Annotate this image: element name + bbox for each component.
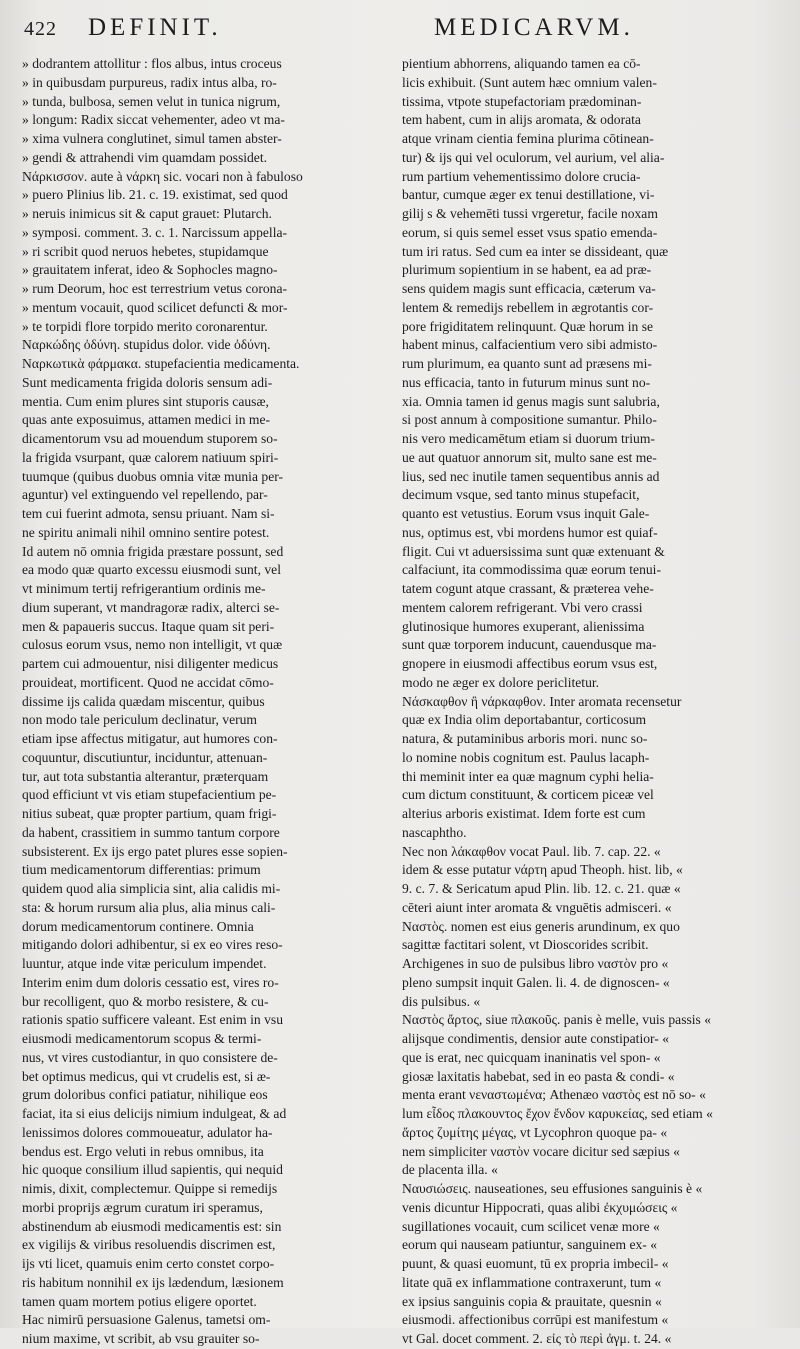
text-line: Id autem nō omnia frigida præstare possunt, sed	[22, 543, 284, 559]
text-line: dissime ijs calida quædam miscentur, quibus	[22, 693, 265, 709]
text-line: eorum, si quis semel esset vsus spatio emenda-	[402, 224, 658, 240]
text-line: Ναρκώδης ὀδύνη. stupidus dolor. vide ὀδύνη.	[22, 337, 271, 353]
text-line: xia. Omnia tamen id genus magis sunt salubria,	[402, 393, 660, 409]
text-line: » gendi & attrahendi vim quamdam possidet.	[22, 149, 268, 165]
text-line: giosæ laxitatis habebat, sed in eo pasta & condi- «	[402, 1068, 675, 1084]
text-line: dorum medicamentorum continere. Omnia	[22, 918, 254, 934]
text-line: faciat, ita si eius delicijs nimium indulgeat, & ad	[22, 1106, 287, 1121]
text-line: lenissimos dolores commoueatur, adulator ha-	[22, 1124, 273, 1140]
text-line: partem cui admouentur, nisi diligenter medicus	[22, 656, 279, 671]
text-line: mitigando dolori adhibentur, si ex eo vires reso-	[22, 937, 283, 953]
text-line: eiusmodi medicamentorum scopus & termi-	[22, 1031, 262, 1046]
text-line: prouideat, mortificent. Quod ne accidat cōmo-	[22, 674, 274, 690]
text-line: litate quā ex inflammatione contraxerunt, tum «	[402, 1274, 662, 1290]
text-line: tur, aut tota substantia alterantur, præterquam	[22, 768, 269, 784]
text-line: quæ ex India olim deportabantur, corticosum	[402, 712, 647, 728]
text-line: » in quibusdam purpureus, radix intus alba, ro-	[22, 74, 277, 90]
text-line: Sunt medicamenta frigida doloris sensum adi-	[22, 374, 273, 390]
text-line: ex ipsius sanguinis copia & prauitate, quesnin «	[402, 1293, 662, 1309]
text-line: vt Gal. docet comment. 2. εἰς τὸ περὶ ἀγμ. t. 24. «	[402, 1331, 672, 1346]
text-line: ea modo quæ quarto excessu eiusmodi sunt, vel	[22, 562, 281, 578]
text-line: tuumque (quibus duobus omnia vitæ munia per-	[22, 468, 284, 484]
text-line: nitius subeat, quæ propter partium, quam frigi-	[22, 806, 277, 821]
text-line: coquuntur, discutiuntur, inciduntur, attenuan-	[22, 749, 268, 765]
text-line: culosus eorum vsus, nemo non intelligit, vt quæ	[22, 637, 283, 653]
text-line: puunt, & quasi euomunt, tū ex propria imbecil- «	[402, 1256, 669, 1271]
text-line: de placenta illa. «	[402, 1162, 498, 1178]
text-line: lo nomine nobis cognitum est. Paulus lacaph-	[402, 749, 650, 765]
text-line: cēteri aiunt inter aromata & vnguētis admisceri. «	[402, 899, 672, 915]
text-line: Ναστὸς ἄρτος, siue πλακοῦς. panis è melle, vuis passis «	[402, 1012, 712, 1028]
text-line: Ναστὸς. nomen est eius generis arundinum, ex quo	[402, 918, 680, 934]
text-line: » symposi. comment. 3. c. 1. Narcissum appella-	[22, 224, 288, 240]
text-line: gnopere in eiusmodi affectibus eorum vsus est,	[402, 656, 658, 671]
text-line: tum iri ratus. Sed cum ea inter se dissideant, quæ	[402, 243, 669, 259]
text-line: Νάσκαφθον ἢ νάρκαφθον. Inter aromata recensetur	[402, 693, 682, 709]
text-line: men & papaueris succus. Itaque quam sit peri-	[22, 618, 275, 634]
text-line: gilij s & vehemēti tussi vrgeretur, facile noxam	[402, 206, 658, 221]
text-line: bendus est. Ergo veluti in rebus omnibus, ita	[22, 1143, 264, 1159]
text-line: quanto est vetustius. Eorum vsus inquit Gale-	[402, 506, 650, 521]
text-line: habent minus, calfacientium vero sibi admisto-	[402, 337, 658, 353]
text-line: calfaciunt, ita commodissima quæ eorum tenui-	[402, 562, 661, 578]
text-line: nus, vt vires custodiantur, in quo consistere de-	[22, 1049, 278, 1065]
text-line: non modo tale periculum declinatur, verum	[22, 712, 258, 728]
text-line: » mentum vocauit, quod scilicet defuncti & mor-	[22, 299, 288, 315]
text-line: modo ne æger ex dolore periclitetur.	[402, 674, 600, 690]
text-line: quas ante exposuimus, attamen medici in me-	[22, 412, 271, 428]
text-line: 9. c. 7. & Sericatum apud Plin. lib. 12. c. 21. quæ «	[402, 881, 681, 896]
text-line: » rum Deorum, hoc est terrestrium vetus corona-	[22, 281, 287, 296]
text-line: fligit. Cui vt aduersissima sunt quæ extenuant &	[402, 543, 665, 559]
running-title-left: DEFINIT.	[88, 14, 222, 41]
text-line: Hac nimirū persuasione Galenus, tametsi om-	[22, 1312, 271, 1328]
text-line: » ri scribit quod neruos hebetes, stupidamque	[22, 243, 269, 259]
text-line: subsisterent. Ex ijs ergo patet plures esse sopien-	[22, 843, 288, 859]
text-line: lius, sed nec inutile tamen sequentibus annis ad	[402, 468, 660, 484]
text-line: sugillationes vocauit, cum scilicet venæ more «	[402, 1218, 660, 1234]
text-line: Ναρκωτικὰ φάρμακα. stupefacientia medicamenta.	[22, 356, 300, 371]
text-line: eiusmodi. affectionibus corrūpi est manifestum «	[402, 1312, 669, 1328]
text-line: pore frigiditatem relinquunt. Quæ horum in se	[402, 318, 654, 334]
text-line: tem cui fuerint admota, sensu priuant. Nam si-	[22, 506, 275, 521]
text-line: da habent, crassitiem in summo tantum corpore	[22, 824, 280, 840]
text-line: lentem & remedijs rebellem in ægrotantis cor-	[402, 299, 654, 315]
text-line: Interim enim dum doloris cessatio est, vires ro-	[22, 974, 279, 990]
text-line: alijsque condimentis, densior aute constipatior- «	[402, 1031, 670, 1046]
text-line: nus, optimus est, vbi mordens humor est quiaf-	[402, 524, 658, 540]
text-line: ris habitum nonnihil ex ijs lædendum, læsionem	[22, 1274, 284, 1290]
left-column	[22, 55, 386, 1346]
text-line: thi meminit inter ea quæ magnum cyphi helia-	[402, 768, 654, 784]
text-line: tatem cogunt atque crassant, & præterea vehe-	[402, 581, 654, 596]
text-line: lum εἶδος πλακουντος ἔχον ἔνδον καρυκείας, sed etiam «	[402, 1106, 713, 1121]
text-line: grum doloribus confici patiatur, nihilique eos	[22, 1087, 268, 1103]
text-line: sta: & horum rursum alia plus, alia minus cali-	[22, 899, 276, 915]
text-line: tem habent, cum in alijs aromata, & odorata	[402, 112, 641, 128]
text-line: luuntur, atque inde vitæ periculum impendet.	[22, 956, 267, 971]
text-line: nium maxime, vt scribit, ab vsu grauiter so-	[22, 1331, 260, 1346]
text-line: » longum: Radix siccat vehementer, adeo vt ma-	[22, 112, 285, 128]
text-line: cum dictum constituunt, & corticem piceæ vel	[402, 787, 654, 803]
text-line: Archigenes in suo de pulsibus libro ναστὸν pro «	[402, 956, 669, 971]
text-line: hic quoque consilium illud sapientis, qui nequid	[22, 1162, 283, 1178]
text-line: venis dicuntur Hippocrati, quas alibi ἐκχυμώσεις «	[402, 1199, 678, 1215]
text-line: » grauitatem inferat, ideo & Sophocles magno-	[22, 262, 278, 278]
page-number: 422	[24, 18, 57, 40]
running-title-right: MEDICARVM.	[434, 14, 634, 41]
right-column	[402, 55, 780, 1346]
text-line: » dodrantem attollitur : flos albus, intus croceus	[22, 56, 282, 71]
text-line: rum partium vehementissimo dolore crucia-	[402, 168, 641, 184]
text-line: menta erant νεναστωμένα; Athenæo ναστὸς est nō so- «	[402, 1087, 706, 1103]
text-line: dicamentorum vsu ad mouendum stuporem so-	[22, 431, 278, 446]
text-line: » neruis inimicus sit & caput grauet: Plutarch.	[22, 206, 272, 221]
text-line: alterius arboris existimat. Idem forte est cum	[402, 806, 646, 821]
text-line: tium medicamentorum differentias: primum	[22, 862, 261, 878]
text-line: nimis, dixit, complectemur. Quippe si remedijs	[22, 1181, 278, 1196]
text-line: licis exhibuit. (Sunt autem hæc omnium valen-	[402, 74, 657, 90]
text-line: nem simpliciter ναστὸν vocare dicitur sed sæpius «	[402, 1143, 680, 1159]
text-line: » tunda, bulbosa, semen velut in tunica nigrum,	[22, 93, 281, 109]
text-line: bantur, cumque æger ex tenui destillatione, vi-	[402, 187, 655, 203]
text-line: » xima vulnera conglutinet, simul tamen abster-	[22, 131, 282, 146]
text-line: morbi proprijs ægrum curatum iri speramus,	[22, 1199, 263, 1215]
text-line: quod efficiunt vt vis etiam stupefacientium pe-	[22, 787, 277, 803]
text-line: pientium abhorrens, aliquando tamen ea cō-	[402, 56, 641, 71]
text-line: idem & esse putatur νάρτη apud Theoph. hist. lib, «	[402, 862, 683, 878]
text-line: eorum qui nauseam patiuntur, sanguinem ex- «	[402, 1237, 658, 1253]
text-line: tamen quam mortem potius eligere oportet.	[22, 1293, 257, 1309]
text-line: sens quidem magis sunt efficacia, cæterum va-	[402, 281, 656, 296]
text-line: la frigida vsurpant, quæ calorem natiuum spiri-	[22, 449, 279, 465]
text-line: pleno sumpsit inquit Galen. li. 4. de dignoscen- «	[402, 974, 670, 990]
text-line: atque vrinam cientia femina plurima cōtinean-	[402, 131, 654, 146]
text-line: etiam ipse affectus mitigatur, aut humores con-	[22, 731, 278, 746]
text-line: decimum vsque, sed tanto minus stupefacit,	[402, 487, 640, 503]
text-line: » puero Plinius lib. 21. c. 19. existimat, sed quod	[22, 187, 288, 203]
text-line: vt minimum tertij refrigerantium ordinis me-	[22, 581, 266, 596]
text-line: tur) & ijs qui vel oculorum, vel aurium, vel alia-	[402, 149, 665, 165]
text-line: si post annum à compositione sumantur. Philo-	[402, 412, 657, 428]
text-line: » te torpidi flore torpido merito coronarentur.	[22, 318, 268, 334]
text-line: mentem calorem refrigerant. Vbi vero crassi	[402, 599, 643, 615]
text-line: mentia. Cum enim plures sint stuporis causæ,	[22, 393, 269, 409]
running-header	[24, 14, 776, 48]
text-line: Nec non λάκαφθον vocat Paul. lib. 7. cap. 22. «	[402, 843, 661, 859]
text-line: quidem quod alia simplicia sint, alia calidis mi-	[22, 881, 281, 896]
text-line: dis pulsibus. «	[402, 993, 481, 1009]
text-line: bur recolligent, quo & morbo resistere, & cu-	[22, 993, 269, 1009]
text-line: aguntur) vel extinguendo vel repellendo, par-	[22, 487, 268, 503]
text-line: Νάρκισσον. aute à νάρκη sic. vocari non à fabuloso	[22, 168, 303, 184]
text-line: ex vigilijs & viribus resoluendis discrimen est,	[22, 1237, 276, 1253]
text-line: natura, & putaminibus arboris mori. nunc so-	[402, 731, 648, 746]
text-line: tissima, vtpote stupefactoriam prædominan-	[402, 93, 642, 109]
text-line: ἄρτος ζυμίτης μέγας, vt Lycophron quoque pa- «	[402, 1124, 668, 1140]
text-line: rationis spatio sufficere valeant. Est enim in vsu	[22, 1012, 283, 1028]
text-line: ijs vti licet, quamuis enim certo constet corpo-	[22, 1256, 275, 1271]
text-line: ue aut quatuor annorum sit, multo sane est me-	[402, 449, 657, 465]
text-line: que is erat, nec quicquam inaninatis vel spon- «	[402, 1049, 661, 1065]
text-line: ne spiritu animali nihil omnino sentire potest.	[22, 524, 270, 540]
text-line: sagittæ factitari solent, vt Dioscorides scribit.	[402, 937, 649, 953]
text-line: nus efficacia, tanto in futurum minus sunt no-	[402, 374, 651, 390]
text-line: rum plurimum, ea quanto sunt ad præsens mi-	[402, 356, 652, 371]
text-line: plurimum sopientium in se habent, ea ad præ-	[402, 262, 652, 278]
text-line: sunt quæ torporem inducunt, cauendusque ma-	[402, 637, 657, 653]
text-line: abstinendum ab eiusmodi medicamentis est: sin	[22, 1218, 282, 1234]
text-line: dium superant, vt mandragoræ radix, alterci se-	[22, 599, 280, 615]
text-line: bet optimus medicus, qui vt crudelis est, si æ-	[22, 1068, 271, 1084]
text-line: nis vero medicamētum etiam si duorum trium-	[402, 431, 655, 446]
text-line: Ναυσιώσεις. nauseationes, seu effusiones sanguinis è «	[402, 1181, 703, 1196]
text-line: nascaphtho.	[402, 824, 467, 840]
text-line: glutinosique humores exuperant, alienissima	[402, 618, 645, 634]
